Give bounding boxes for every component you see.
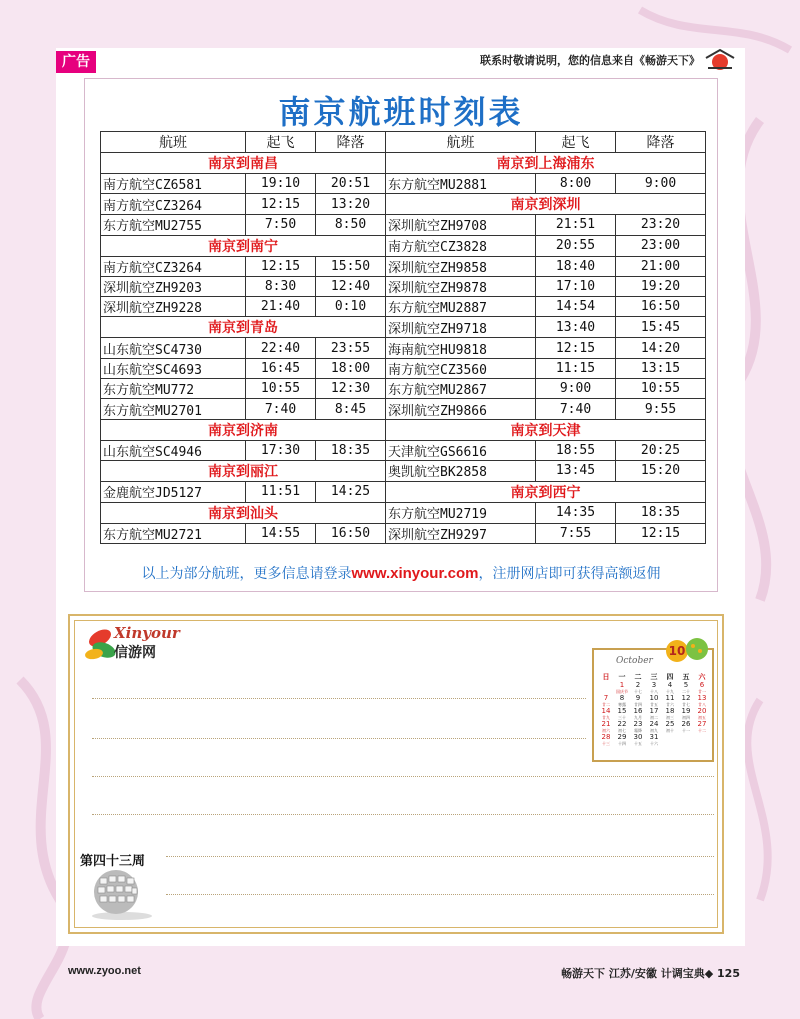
flight-timetable-panel bbox=[84, 78, 718, 592]
lunar-date: 十八 bbox=[650, 688, 658, 694]
arrive-cell: 20:25 bbox=[616, 440, 706, 460]
table-row bbox=[101, 317, 706, 338]
lunar-date: 十七 bbox=[634, 688, 642, 694]
day-number: 18 bbox=[665, 707, 675, 715]
writing-line bbox=[92, 776, 714, 777]
arrive-cell: 18:35 bbox=[316, 440, 386, 460]
table-row bbox=[101, 297, 706, 317]
flight-cell: 东方航空MU2867 bbox=[386, 379, 536, 399]
lunar-date: 初三 bbox=[666, 714, 674, 720]
day-number: 2 bbox=[635, 681, 641, 689]
flight-cell: 南方航空CZ6581 bbox=[101, 174, 246, 194]
flight-cell: 南方航空CZ3560 bbox=[386, 358, 536, 378]
logo-chinese-name: 信游网 bbox=[114, 645, 156, 661]
lunar-date: 初二 bbox=[650, 714, 658, 720]
flight-cell: 天津航空GS6616 bbox=[386, 440, 536, 460]
flight-cell: 深圳航空ZH9708 bbox=[386, 215, 536, 235]
weekday-label: 二 bbox=[634, 673, 642, 681]
table-row bbox=[101, 338, 706, 358]
table-row bbox=[101, 502, 706, 523]
day-number: 25 bbox=[665, 720, 675, 728]
arrive-cell: 13:20 bbox=[316, 194, 386, 215]
arrive-cell: 9:00 bbox=[616, 174, 706, 194]
depart-cell: 7:55 bbox=[536, 523, 616, 543]
depart-cell: 14:54 bbox=[536, 297, 616, 317]
lunar-date: 初九 bbox=[650, 727, 658, 733]
depart-cell: 17:30 bbox=[246, 440, 316, 460]
col-header-depart: 起飞 bbox=[246, 132, 316, 153]
day-number: 7 bbox=[603, 694, 609, 702]
lunar-date: 廿二 bbox=[602, 701, 610, 707]
arrive-cell: 8:50 bbox=[316, 215, 386, 235]
day-number: 3 bbox=[651, 681, 657, 689]
flight-cell: 深圳航空ZH9858 bbox=[386, 256, 536, 276]
lunar-date: 初七 bbox=[618, 727, 626, 733]
october-calendar bbox=[592, 644, 714, 762]
arrive-cell: 19:20 bbox=[616, 276, 706, 296]
table-row bbox=[101, 399, 706, 419]
day-number: 23 bbox=[633, 720, 643, 728]
day-number: 5 bbox=[683, 681, 689, 689]
depart-cell: 12:15 bbox=[246, 256, 316, 276]
lunar-date: 十一 bbox=[682, 727, 690, 733]
day-number: 8 bbox=[619, 694, 625, 702]
day-number: 16 bbox=[633, 707, 643, 715]
week-label: 第四十三周 bbox=[80, 854, 146, 869]
depart-cell: 8:30 bbox=[246, 276, 316, 296]
table-row bbox=[101, 174, 706, 194]
day-number: 11 bbox=[665, 694, 675, 702]
flight-cell: 东方航空MU2887 bbox=[386, 297, 536, 317]
depart-cell: 21:51 bbox=[536, 215, 616, 235]
arrive-cell: 13:15 bbox=[616, 358, 706, 378]
table-row bbox=[101, 523, 706, 543]
table-row bbox=[101, 235, 706, 256]
calendar-day bbox=[694, 734, 710, 747]
lunar-date: 十二 bbox=[698, 727, 706, 733]
day-number: 21 bbox=[601, 720, 611, 728]
magazine-logo-icon bbox=[700, 48, 740, 72]
calendar-day bbox=[694, 721, 710, 734]
depart-cell: 21:40 bbox=[246, 297, 316, 317]
flight-cell: 东方航空MU2881 bbox=[386, 174, 536, 194]
flight-cell: 奥凯航空BK2858 bbox=[386, 460, 536, 481]
arrive-cell: 23:55 bbox=[316, 338, 386, 358]
depart-cell: 14:55 bbox=[246, 523, 316, 543]
flight-cell: 金鹿航空JD5127 bbox=[101, 481, 246, 502]
depart-cell: 17:10 bbox=[536, 276, 616, 296]
col-header-arrive: 降落 bbox=[316, 132, 386, 153]
arrive-cell: 14:20 bbox=[616, 338, 706, 358]
flight-cell: 东方航空MU772 bbox=[101, 379, 246, 399]
arrive-cell: 18:00 bbox=[316, 358, 386, 378]
lunar-date: 初四 bbox=[682, 714, 690, 720]
arrive-cell: 15:20 bbox=[616, 460, 706, 481]
calendar-month-number: 10 bbox=[666, 640, 688, 662]
route-heading: 南京到南宁 bbox=[101, 235, 386, 256]
depart-cell: 7:40 bbox=[536, 399, 616, 419]
logo-wordmark: Xinyour bbox=[114, 624, 180, 642]
calendar-month-name: October bbox=[616, 656, 653, 666]
flight-cell: 深圳航空ZH9718 bbox=[386, 317, 536, 338]
lunar-date: 廿一 bbox=[698, 688, 706, 694]
weekday-label: 三 bbox=[650, 673, 658, 681]
timetable-title: 南京航班时刻表 bbox=[278, 93, 524, 131]
table-header-row bbox=[101, 132, 706, 153]
table-row bbox=[101, 440, 706, 460]
lunar-date: 初五 bbox=[698, 714, 706, 720]
arrive-cell: 12:15 bbox=[616, 523, 706, 543]
footnote-text: ，注册网店即可获得高额返佣 bbox=[478, 566, 661, 582]
weekday-label: 六 bbox=[698, 673, 706, 681]
lunar-date: 十三 bbox=[602, 740, 610, 746]
depart-cell: 13:40 bbox=[536, 317, 616, 338]
flight-cell: 山东航空SC4693 bbox=[101, 358, 246, 378]
calendar-grid bbox=[598, 672, 710, 747]
calendar-day bbox=[662, 721, 678, 734]
day-number: 9 bbox=[635, 694, 641, 702]
calendar-day bbox=[678, 721, 694, 734]
flight-cell: 深圳航空ZH9866 bbox=[386, 399, 536, 419]
table-row bbox=[101, 358, 706, 378]
arrive-cell: 21:00 bbox=[616, 256, 706, 276]
calendar-day bbox=[646, 734, 662, 747]
calendar-day bbox=[630, 734, 646, 747]
day-number: 6 bbox=[699, 681, 705, 689]
depart-cell: 7:40 bbox=[246, 399, 316, 419]
arrive-cell: 15:50 bbox=[316, 256, 386, 276]
arrive-cell: 18:35 bbox=[616, 502, 706, 523]
table-row bbox=[101, 460, 706, 481]
day-number: 14 bbox=[601, 707, 611, 715]
footnote-text: 以上为部分航班，更多信息请登录 bbox=[141, 566, 352, 582]
route-heading: 南京到南昌 bbox=[101, 153, 386, 174]
writing-line bbox=[166, 894, 714, 895]
route-heading: 南京到青岛 bbox=[101, 317, 386, 338]
lunar-date: 初六 bbox=[602, 727, 610, 733]
arrive-cell: 14:25 bbox=[316, 481, 386, 502]
weekday-label: 日 bbox=[602, 673, 610, 681]
route-heading: 南京到丽江 bbox=[101, 460, 386, 481]
flight-cell: 东方航空MU2719 bbox=[386, 502, 536, 523]
col-header-flight: 航班 bbox=[386, 132, 536, 153]
arrive-cell: 12:30 bbox=[316, 379, 386, 399]
source-note: 联系时敬请说明，您的信息来自《畅游天下》 bbox=[480, 54, 700, 67]
day-number: 19 bbox=[681, 707, 691, 715]
website-link[interactable]: www.xinyour.com bbox=[351, 565, 479, 582]
table-row bbox=[101, 481, 706, 502]
flight-cell: 南方航空CZ3264 bbox=[101, 256, 246, 276]
table-row bbox=[101, 379, 706, 399]
arrive-cell: 23:00 bbox=[616, 235, 706, 256]
depart-cell: 19:10 bbox=[246, 174, 316, 194]
flight-cell: 南方航空CZ3264 bbox=[101, 194, 246, 215]
flight-cell: 东方航空MU2721 bbox=[101, 523, 246, 543]
day-number: 12 bbox=[681, 694, 691, 702]
table-row bbox=[101, 153, 706, 174]
col-header-flight: 航班 bbox=[101, 132, 246, 153]
route-heading: 南京到汕头 bbox=[101, 502, 386, 523]
depart-cell: 9:00 bbox=[536, 379, 616, 399]
table-row bbox=[101, 276, 706, 296]
flight-cell: 深圳航空ZH9228 bbox=[101, 297, 246, 317]
arrive-cell: 10:55 bbox=[616, 379, 706, 399]
depart-cell: 12:15 bbox=[536, 338, 616, 358]
depart-cell: 11:51 bbox=[246, 481, 316, 502]
flight-cell: 东方航空MU2701 bbox=[101, 399, 246, 419]
day-number: 1 bbox=[619, 681, 625, 689]
timetable-footnote bbox=[85, 563, 717, 583]
lunar-date: 廿七 bbox=[682, 701, 690, 707]
footer-page-info: 畅游天下 江苏/安徽 计调宝典◆ 125 bbox=[561, 967, 740, 980]
lunar-date: 三十 bbox=[618, 714, 626, 720]
arrive-cell: 23:20 bbox=[616, 215, 706, 235]
route-heading: 南京到济南 bbox=[101, 419, 386, 440]
flight-cell: 海南航空HU9818 bbox=[386, 338, 536, 358]
flight-cell: 山东航空SC4730 bbox=[101, 338, 246, 358]
lunar-date: 霜降 bbox=[634, 727, 642, 733]
depart-cell: 11:15 bbox=[536, 358, 616, 378]
depart-cell: 13:45 bbox=[536, 460, 616, 481]
lunar-date: 十四 bbox=[618, 740, 626, 746]
day-number: 24 bbox=[649, 720, 659, 728]
col-header-arrive: 降落 bbox=[616, 132, 706, 153]
route-heading: 南京到深圳 bbox=[386, 194, 706, 215]
depart-cell: 20:55 bbox=[536, 235, 616, 256]
arrive-cell: 20:51 bbox=[316, 174, 386, 194]
writing-line bbox=[92, 698, 586, 699]
footer-website[interactable]: www.zyoo.net bbox=[68, 965, 141, 977]
depart-cell: 12:15 bbox=[246, 194, 316, 215]
calendar-day bbox=[678, 734, 694, 747]
calendar-week-row bbox=[598, 734, 710, 747]
day-number: 15 bbox=[617, 707, 627, 715]
writing-line bbox=[166, 856, 714, 857]
arrive-cell: 15:45 bbox=[616, 317, 706, 338]
calendar-day bbox=[614, 734, 630, 747]
depart-cell: 14:35 bbox=[536, 502, 616, 523]
calendar-day bbox=[598, 734, 614, 747]
day-number: 27 bbox=[697, 720, 707, 728]
lunar-date: 廿六 bbox=[666, 701, 674, 707]
lunar-date: 廿五 bbox=[650, 701, 658, 707]
weekday-label: 一 bbox=[618, 673, 626, 681]
day-number: 26 bbox=[681, 720, 691, 728]
day-number: 30 bbox=[633, 733, 643, 741]
depart-cell: 22:40 bbox=[246, 338, 316, 358]
route-heading: 南京到天津 bbox=[386, 419, 706, 440]
depart-cell: 18:40 bbox=[536, 256, 616, 276]
day-number: 22 bbox=[617, 720, 627, 728]
lunar-date: 九月 bbox=[634, 714, 642, 720]
arrive-cell: 8:45 bbox=[316, 399, 386, 419]
depart-cell: 10:55 bbox=[246, 379, 316, 399]
lunar-date: 二十 bbox=[682, 688, 690, 694]
route-heading: 南京到西宁 bbox=[386, 481, 706, 502]
flight-cell: 南方航空CZ3828 bbox=[386, 235, 536, 256]
writing-line bbox=[92, 814, 714, 815]
lunar-date: 十六 bbox=[650, 740, 658, 746]
weekday-label: 五 bbox=[682, 673, 690, 681]
arrive-cell: 16:50 bbox=[316, 523, 386, 543]
keyboard-ball-icon bbox=[86, 866, 156, 922]
table-row bbox=[101, 194, 706, 215]
arrive-cell: 16:50 bbox=[616, 297, 706, 317]
arrive-cell: 9:55 bbox=[616, 399, 706, 419]
day-number: 29 bbox=[617, 733, 627, 741]
calendar-day bbox=[662, 734, 678, 747]
day-number: 31 bbox=[649, 733, 659, 741]
depart-cell: 18:55 bbox=[536, 440, 616, 460]
day-number: 28 bbox=[601, 733, 611, 741]
lunar-date: 寒露 bbox=[618, 701, 626, 707]
arrive-cell: 0:10 bbox=[316, 297, 386, 317]
flight-cell: 山东航空SC4946 bbox=[101, 440, 246, 460]
day-number: 13 bbox=[697, 694, 707, 702]
lunar-date: 初十 bbox=[666, 727, 674, 733]
depart-cell: 16:45 bbox=[246, 358, 316, 378]
day-number: 17 bbox=[649, 707, 659, 715]
weekday-label: 四 bbox=[666, 673, 674, 681]
flight-cell: 深圳航空ZH9297 bbox=[386, 523, 536, 543]
flight-cell: 东方航空MU2755 bbox=[101, 215, 246, 235]
lunar-date: 国庆节 bbox=[616, 688, 628, 694]
day-number: 20 bbox=[697, 707, 707, 715]
lunar-date: 廿九 bbox=[602, 714, 610, 720]
table-row bbox=[101, 419, 706, 440]
writing-line bbox=[92, 738, 586, 739]
flight-cell: 深圳航空ZH9203 bbox=[101, 276, 246, 296]
route-heading: 南京到上海浦东 bbox=[386, 153, 706, 174]
day-number: 10 bbox=[649, 694, 659, 702]
flight-table bbox=[100, 131, 706, 544]
table-row bbox=[101, 256, 706, 276]
lunar-date: 廿八 bbox=[698, 701, 706, 707]
notes-panel bbox=[68, 614, 724, 934]
ad-tag: 广告 bbox=[56, 51, 96, 73]
table-row bbox=[101, 215, 706, 235]
depart-cell: 8:00 bbox=[536, 174, 616, 194]
lunar-date: 廿四 bbox=[634, 701, 642, 707]
lunar-date: 十九 bbox=[666, 688, 674, 694]
arrive-cell: 12:40 bbox=[316, 276, 386, 296]
day-number: 4 bbox=[667, 681, 673, 689]
lunar-date: 十五 bbox=[634, 740, 642, 746]
flight-cell: 深圳航空ZH9878 bbox=[386, 276, 536, 296]
giraffe-mascot-icon bbox=[682, 634, 712, 664]
col-header-depart: 起飞 bbox=[536, 132, 616, 153]
depart-cell: 7:50 bbox=[246, 215, 316, 235]
